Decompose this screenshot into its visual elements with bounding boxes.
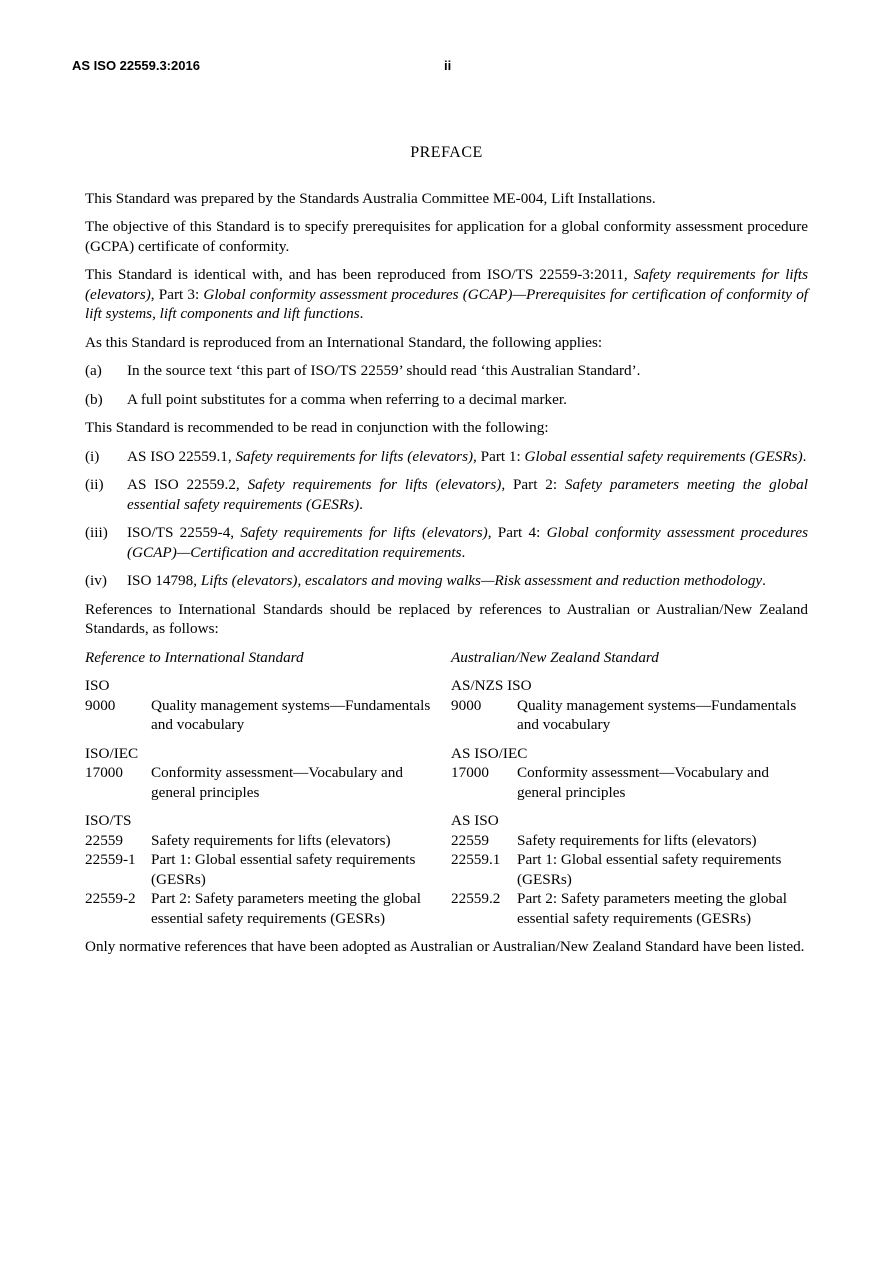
reference-number: 22559-1	[85, 851, 136, 868]
list-text: In the source text ‘this part of ISO/TS 22559’ should read ‘this Australian Standard’.	[127, 362, 641, 379]
text-run: , Part 1:	[473, 447, 525, 465]
preface-section	[85, 143, 808, 966]
reference-title: Part 2: Safety parameters meeting the global essential safety requirements (GESRs)	[151, 890, 421, 927]
paragraph-references-intro: References to International Standards should be replaced by references to Australian or Australian/New Zealand Standards, as follows:	[85, 600, 808, 637]
italic-title: Safety requirements for lifts (elevators)	[235, 447, 474, 465]
reference-entry	[451, 889, 808, 928]
reference-prefix: AS ISO/IEC	[451, 744, 528, 762]
reference-title: Quality management systems—Fundamentals and vocabulary	[517, 696, 797, 733]
list-item	[85, 475, 808, 514]
reference-number: 22559.2	[451, 890, 501, 907]
reference-entry	[451, 850, 808, 889]
reference-entry	[451, 763, 808, 802]
reference-title: Quality management systems—Fundamentals and vocabulary	[151, 696, 431, 733]
reference-number: 9000	[451, 696, 482, 714]
paragraph-normative-note: Only normative references that have been adopted as Australian or Australian/New Zealand Standard have been listed.	[85, 938, 805, 955]
text-run: .	[359, 495, 363, 513]
reference-title: Part 1: Global essential safety requirements (GESRs)	[517, 851, 782, 888]
reference-title: Safety requirements for lifts (elevators)	[151, 831, 391, 849]
column-header: Australian/New Zealand Standard	[451, 648, 659, 666]
text-run: AS ISO 22559.1,	[127, 447, 236, 465]
reference-title: Part 2: Safety parameters meeting the global essential safety requirements (GESRs)	[517, 890, 787, 927]
text-run: .	[461, 543, 466, 561]
reference-prefix: ISO/IEC	[85, 744, 139, 762]
italic-title: Global essential safety requirements (GESRs)	[524, 447, 803, 465]
italic-title: Safety requirements for lifts (elevators),	[247, 476, 506, 493]
list-label: (ii)	[85, 476, 104, 493]
reference-entry	[85, 831, 451, 851]
column-header: Reference to International Standard	[85, 648, 304, 666]
reference-entry	[85, 850, 451, 889]
reference-prefix: ISO/TS	[85, 812, 132, 829]
list-item	[85, 361, 808, 381]
text-run: ISO 14798,	[127, 572, 201, 589]
page-title: PREFACE	[410, 144, 483, 161]
text-run: .	[802, 447, 807, 465]
italic-title: Lifts (elevators), escalators and moving walks—Risk assessment and reduction methodology	[200, 572, 763, 589]
list-text	[127, 523, 808, 562]
list-text: A full point substitutes for a comma when referring to a decimal marker.	[127, 390, 567, 408]
list-item	[85, 447, 808, 467]
reference-number: 22559.1	[451, 851, 501, 868]
text-run: This Standard is identical with, and has been reproduced from ISO/TS 22559-3:2011,	[85, 266, 634, 283]
text-run: ISO/TS 22559-4,	[127, 524, 241, 541]
reference-entry	[451, 831, 808, 851]
italic-title: Global conformity assessment procedures (GCAP)—Prerequisites for certification of conformity of lift systems, lift components and lift functions	[85, 285, 809, 322]
text-run: , Part 4:	[487, 524, 547, 541]
reference-title: Part 1: Global essential safety requirements (GESRs)	[151, 851, 416, 888]
list-text	[127, 475, 808, 514]
list-item	[85, 523, 808, 562]
reference-number: 22559-2	[85, 890, 136, 907]
list-item	[85, 571, 808, 591]
italic-title: Safety requirements for lifts (elevators)	[240, 524, 488, 541]
reference-number: 17000	[451, 764, 489, 781]
italic-title: Safety parameters meeting the global essential safety requirements (GESRs)	[127, 476, 809, 513]
reference-entry	[85, 696, 451, 735]
reference-title: Conformity assessment—Vocabulary and general principles	[517, 764, 769, 801]
reference-number: 22559	[85, 831, 123, 849]
reference-number: 17000	[85, 764, 123, 781]
reference-title: Safety requirements for lifts (elevators)	[517, 831, 757, 849]
reference-prefix: ISO	[85, 677, 110, 694]
international-column	[85, 648, 451, 938]
paragraph-applies-intro: As this Standard is reproduced from an International Standard, the following applies:	[85, 333, 603, 351]
paragraph-objective: The objective of this Standard is to specify prerequisites for application for a global conformity assessment procedure (GCPA) certificate of conformity.	[85, 218, 808, 255]
italic-title: Global conformity assessment procedures (GCAP)—Certification and accreditation requirements	[127, 524, 808, 561]
reference-table	[85, 648, 808, 938]
list-text	[127, 571, 808, 591]
list-label: (iii)	[85, 524, 108, 541]
reference-entry	[85, 889, 451, 928]
paragraph-conjunction-intro: This Standard is recommended to be read in conjunction with the following:	[85, 419, 549, 436]
italic-title: Safety requirements for lifts (elevators)	[85, 266, 808, 303]
reference-title: Conformity assessment—Vocabulary and general principles	[151, 764, 403, 801]
running-header	[72, 58, 820, 78]
paragraph-committee: This Standard was prepared by the Standards Australia Committee ME-004, Lift Installations.	[85, 189, 656, 207]
text-run: AS ISO 22559.2,	[127, 476, 248, 493]
reference-entry	[451, 696, 808, 735]
reference-number: 22559	[451, 831, 489, 849]
text-run: .	[762, 572, 766, 589]
document-code: AS ISO 22559.3:2016	[72, 58, 200, 73]
list-label: (i)	[85, 447, 100, 465]
reference-group	[451, 811, 808, 928]
reference-group	[451, 744, 808, 803]
reference-group	[85, 744, 451, 803]
list-label: (b)	[85, 390, 103, 408]
text-run: Part 2:	[505, 476, 565, 493]
reference-group	[85, 676, 451, 735]
reference-prefix: AS ISO	[451, 812, 499, 829]
list-item	[85, 390, 808, 410]
list-text	[127, 447, 808, 467]
text-run: .	[359, 305, 364, 322]
australian-column	[451, 648, 808, 938]
paragraph-identical	[85, 265, 808, 324]
list-label: (iv)	[85, 572, 107, 589]
reference-number: 9000	[85, 696, 116, 714]
reference-group	[451, 676, 808, 735]
page-number: ii	[444, 58, 452, 73]
reference-prefix: AS/NZS ISO	[451, 677, 532, 694]
text-run: , Part 3:	[150, 285, 204, 303]
list-label: (a)	[85, 362, 102, 379]
reference-group	[85, 811, 451, 928]
reference-entry	[85, 763, 451, 802]
